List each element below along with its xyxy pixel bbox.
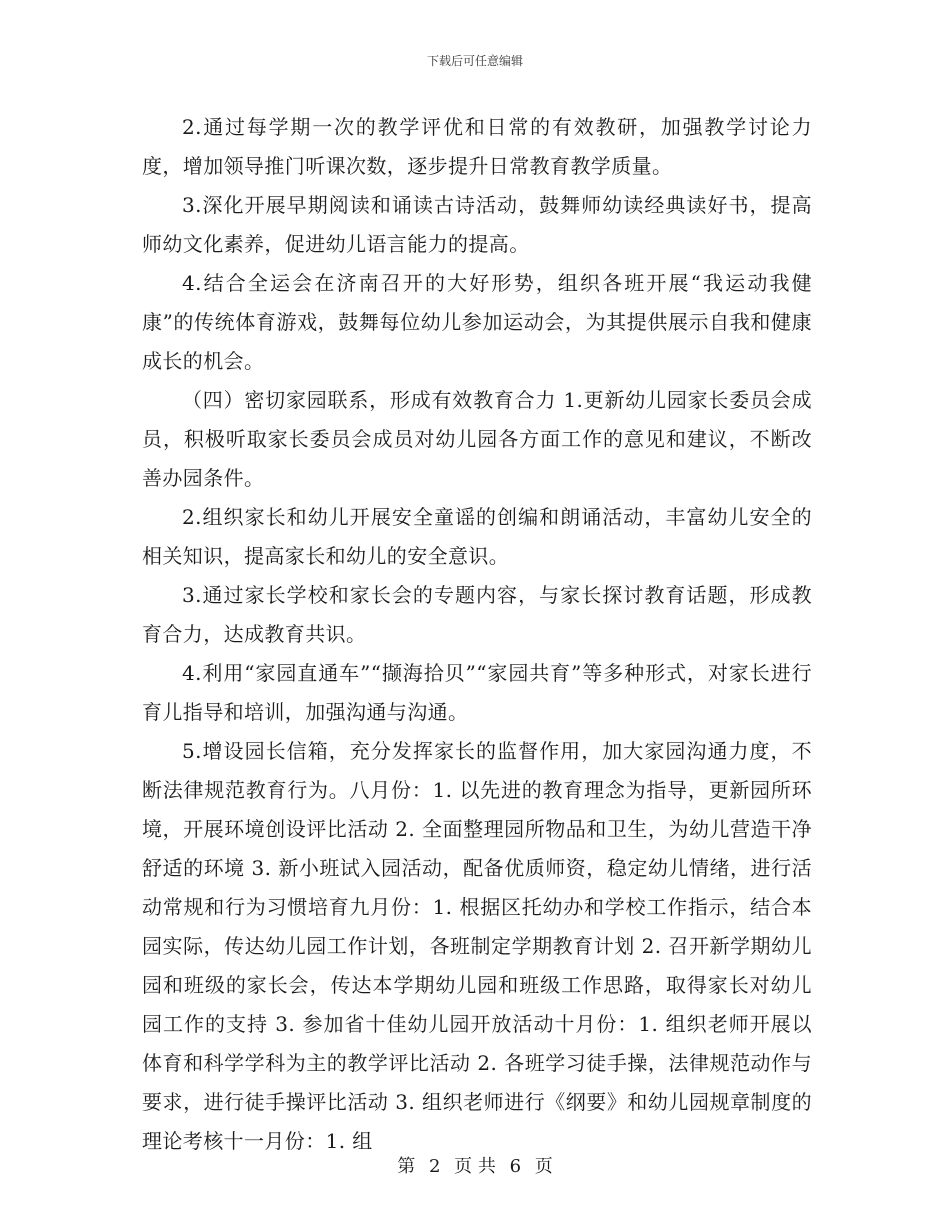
footer-suffix: 页 — [534, 1156, 553, 1177]
total-pages: 6 — [509, 1156, 522, 1177]
paragraph: 3.深化开展早期阅读和诵读古诗活动，鼓舞师幼读经典读好书，提高师幼文化素养，促进幼儿语言能力的提高。 — [142, 193, 812, 256]
paragraph: 2.组织家长和幼儿开展安全童谣的创编和朗诵活动，丰富幼儿安全的相关知识，提高家长和幼儿的安全意识。 — [142, 505, 812, 568]
footer-mid: 页 共 — [454, 1156, 496, 1177]
page-number: 2 — [428, 1156, 441, 1177]
document-body — [142, 108, 812, 1161]
paragraph: （四）密切家园联系，形成有效教育合力 1.更新幼儿园家长委员会成员，积极听取家长委员会成员对幼儿园各方面工作的意见和建议，不断改善办园条件。 — [142, 388, 812, 490]
paragraph: 4.利用“家园直通车”“撷海拾贝”“家园共育”等多种形式，对家长进行育儿指导和培训，加强沟通与沟通。 — [142, 661, 812, 724]
paragraph: 3.通过家长学校和家长会的专题内容，与家长探讨教育话题，形成教育合力，达成教育共识。 — [142, 583, 812, 646]
footer-prefix: 第 — [397, 1156, 416, 1177]
paragraph: 5.增设园长信箱，充分发挥家长的监督作用，加大家园沟通力度，不断法律规范教育行为。八月份：1. 以先进的教育理念为指导，更新园所环境，开展环境创设评比活动 2. 全面整理园所物品和卫生，为幼儿营造干净舒适的环境 3. 新小班试入园活动，配备优质师资，稳定幼儿情绪，进行活动常规和行为习惯培育九月份：1. 根据区托幼办和学校工作指示，结合本园实际，传达幼儿园工作计划，各班制定学期教育计划 2. 召开新学期幼儿园和班级的家长会，传达本学期幼儿园和班级工作思路，取得家长对幼儿园工作的支持 3. 参加省十佳幼儿园开放活动十月份：1. 组织老师开展以体育和科学学科为主的教学评比活动 2. 各班学习徒手操，法律规范动作与要求，进行徒手操评比活动 3. 组织老师进行《纲要》和幼儿园规章制度的理论考核十一月份：1. 组 — [142, 739, 812, 1153]
page-footer — [0, 1152, 950, 1178]
paragraph: 4.结合全运会在济南召开的大好形势，组织各班开展“我运动我健康”的传统体育游戏，鼓舞每位幼儿参加运动会，为其提供展示自我和健康成长的机会。 — [142, 271, 812, 373]
paragraph: 2.通过每学期一次的教学评优和日常的有效教研，加强教学讨论力度，增加领导推门听课次数，逐步提升日常教育教学质量。 — [142, 115, 812, 178]
page-header: 下载后可任意编辑 — [426, 54, 523, 68]
